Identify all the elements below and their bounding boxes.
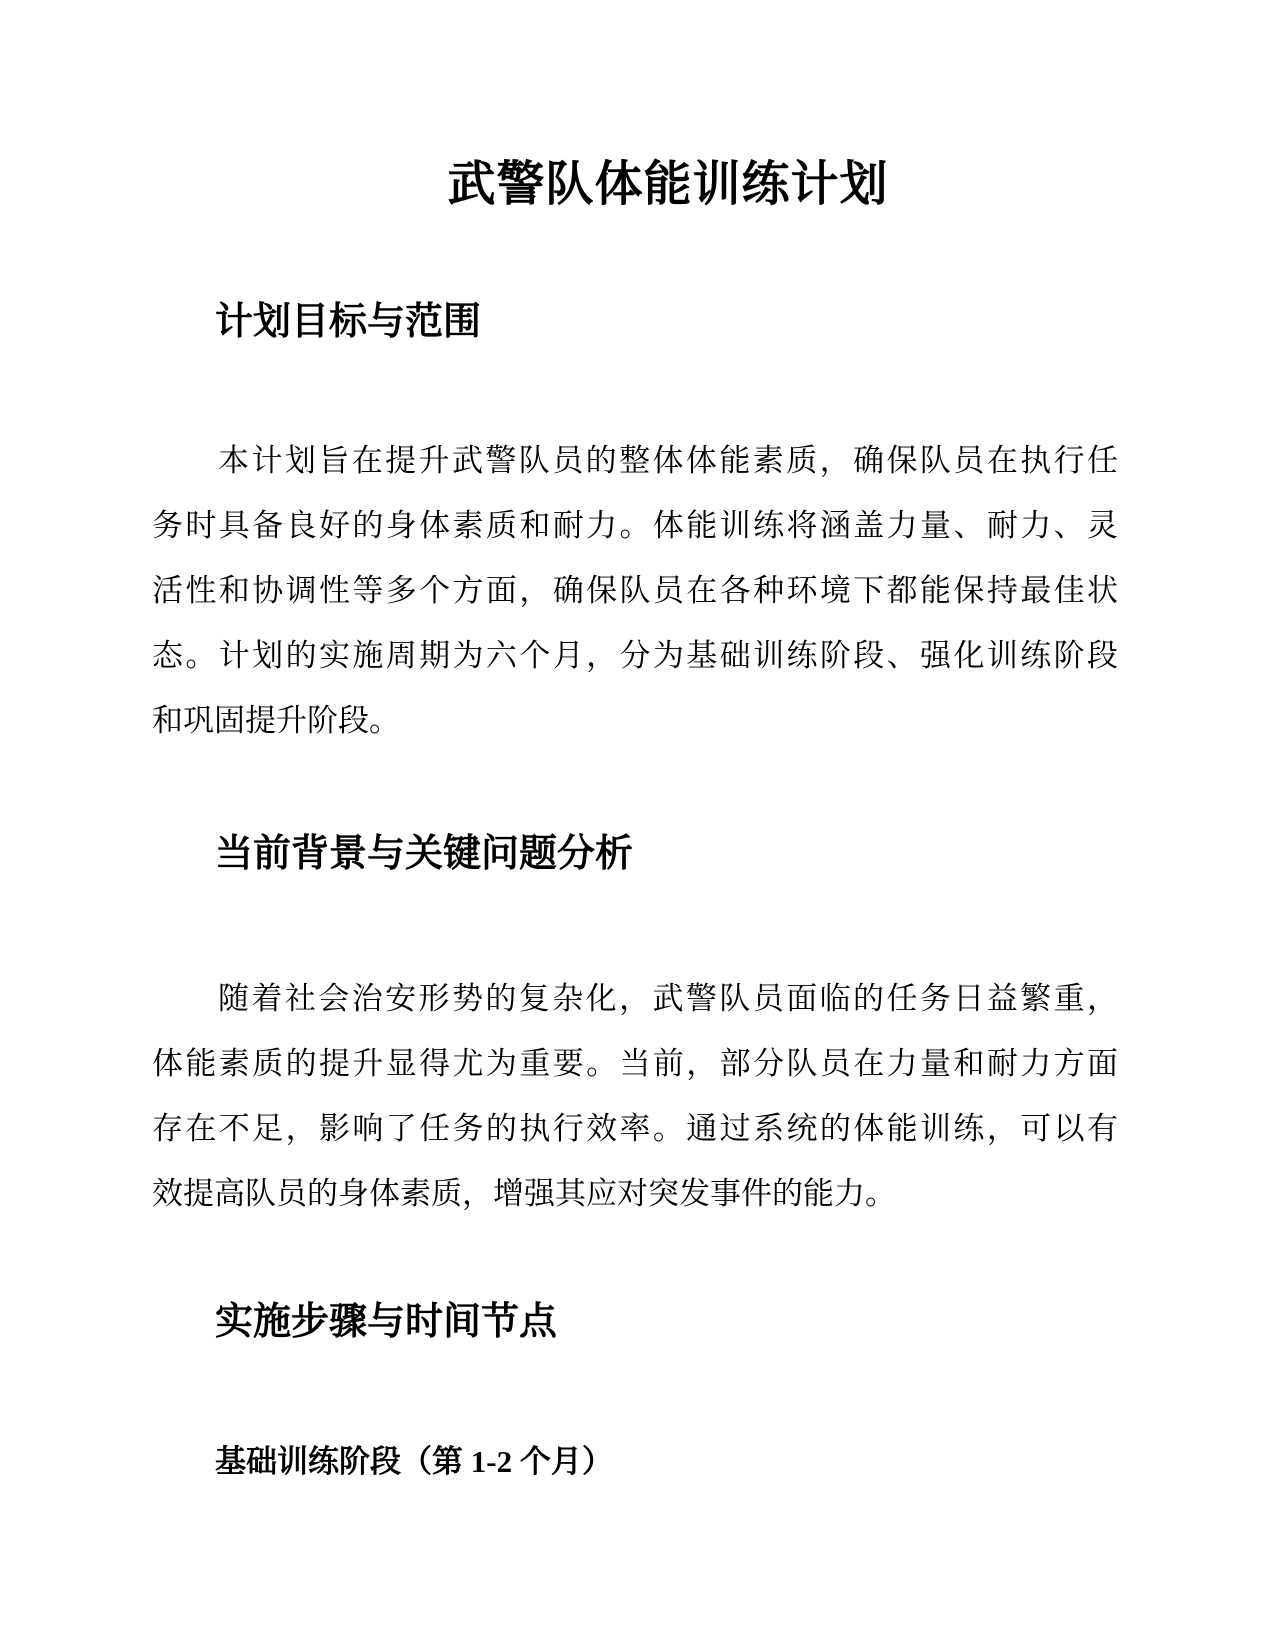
section-heading-goals: 计划目标与范围 <box>215 301 482 343</box>
paragraph-line: 和巩固提升阶段。 <box>152 703 400 738</box>
paragraph-line: 态。计划的实施周期为六个月，分为基础训练阶段、强化训练阶段 <box>152 638 1118 673</box>
section-heading-implementation: 实施步骤与时间节点 <box>215 1301 558 1343</box>
paragraph-line: 务时具备良好的身体素质和耐力。体能训练将涵盖力量、耐力、灵 <box>152 508 1118 543</box>
paragraph-line: 本计划旨在提升武警队员的整体体能素质，确保队员在执行任 <box>218 443 1118 478</box>
paragraph-line: 活性和协调性等多个方面，确保队员在各种环境下都能保持最佳状 <box>152 573 1118 608</box>
paragraph-background <box>152 966 1118 1226</box>
paragraph-goals <box>152 428 1118 753</box>
document-title: 武警队体能训练计划 <box>447 158 889 211</box>
paragraph-line: 体能素质的提升显得尤为重要。当前，部分队员在力量和耐力方面 <box>152 1046 1118 1081</box>
paragraph-line: 效提高队员的身体素质，增强其应对突发事件的能力。 <box>152 1176 896 1211</box>
subsection-heading-basic-training: 基础训练阶段（第 1-2 个月） <box>215 1444 613 1479</box>
paragraph-line: 随着社会治安形势的复杂化，武警队员面临的任务日益繁重， <box>218 981 1118 1016</box>
section-heading-background: 当前背景与关键问题分析 <box>215 833 634 875</box>
paragraph-line: 存在不足，影响了任务的执行效率。通过系统的体能训练，可以有 <box>152 1111 1118 1146</box>
